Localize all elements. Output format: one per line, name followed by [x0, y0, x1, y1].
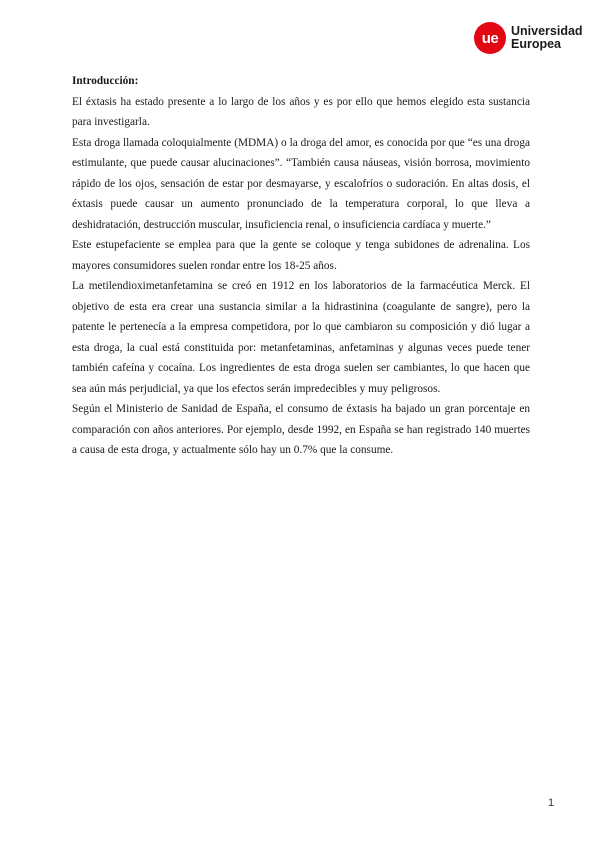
- paragraph-1: El éxtasis ha estado presente a lo largo de los años y es por ello que hemos elegido esta sustancia para investigarla.: [72, 95, 530, 128]
- ue-logo-icon: ue: [474, 22, 506, 54]
- paragraph-3: Este estupefaciente se emplea para que la gente se coloque y tenga subidones de adrenalina. Los mayores consumidores suelen rondar entre los 18-25 años.: [72, 239, 530, 272]
- section-heading: Introducción:: [72, 75, 139, 87]
- paragraph-2: Esta droga llamada coloquialmente (MDMA) o la droga del amor, es conocida por que “es una droga estimulante, que puede causar alucinaciones”. “También causa náuseas, visión borrosa, movimiento rápido de los ojos, sensación de estar por desmayarse, y escalofríos o sudoración. En altas dosis, el éxtasis puede causar un aumento pronunciado de la temperatura corporal, lo que lleva a deshidratación, destrucción muscular, insuficiencia renal, o insuficiencia cardíaca y muerte.”: [72, 136, 530, 231]
- paragraph-5: Según el Ministerio de Sanidad de España, el consumo de éxtasis ha bajado un gran porcentaje en comparación con años anteriores. Por ejemplo, desde 1992, en España se han registrado 140 muertes a causa de esta droga, y actualmente sólo hay un 0.7% que la consume.: [72, 403, 530, 456]
- document-body: [72, 71, 530, 461]
- logo-line-1: Universidad: [511, 24, 583, 38]
- logo-wordmark: [511, 25, 583, 51]
- paragraph-4: La metilendioximetanfetamina se creó en 1912 en los laboratorios de la farmacéutica Merck. El objetivo de esta era crear una sustancia similar a la hidrastinina (coagulante de sangre), pero la patente le pertenecía a la empresa competidora, por lo que cambiaron su composición y dió lugar a esta droga, la cual está constituida por: metanfetaminas, anfetaminas y algunas veces puede tener también cafeína y cocaína. Los ingredientes de esta droga suelen ser cambiantes, lo que hacen que sea aún más perjudicial, ya que los efectos serán impredecibles y muy peligrosos.: [72, 280, 530, 395]
- university-logo: [474, 22, 583, 54]
- page-number: 1: [548, 797, 555, 809]
- logo-line-2: Europea: [511, 37, 562, 51]
